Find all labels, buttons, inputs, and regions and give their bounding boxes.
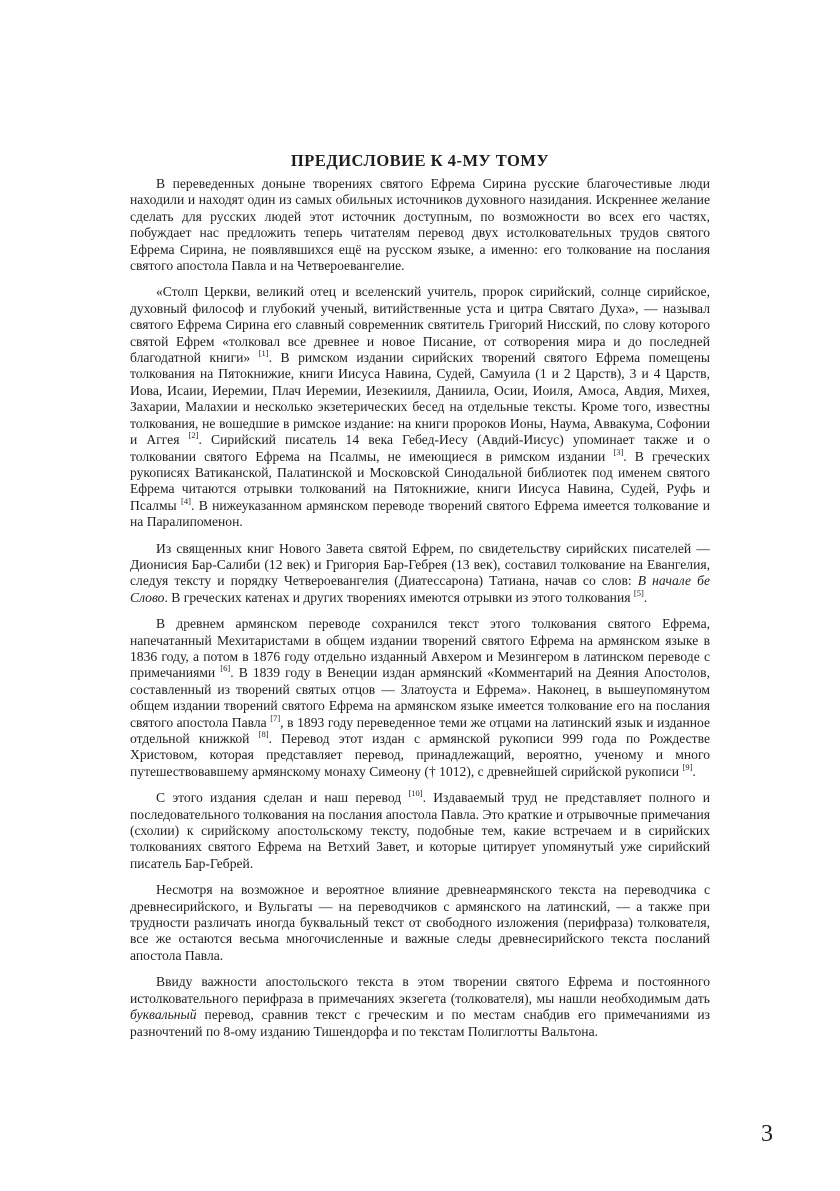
footnote-reference[interactable]: [2] <box>188 430 199 441</box>
paragraph-text: . Перевод этот издан с армянской рукописи 999 года по Рождестве Христовом, которая представляет перевод, принадлежащий, вероятно, ученому и много путешествовавшему армянскому монаху Симеону († 1012), с древнейшей сирийской рукописи <box>130 731 710 779</box>
paragraph-text: Из священных книг Нового Завета святой Ефрем, по свидетельству сирийских писателей — Дионисия Бар-Салиби (12 век) и Григория Бар-Гебрея (13 век), составил толкование на Евангелия, следуя тексту и порядку Четвероевангелия (Диатессарона) Татиана, начав со слов: <box>130 540 710 589</box>
paragraph-text: Несмотря на возможное и вероятное влияние древнеармянского текста на переводчика с древнесирийского, и Вульгаты — на переводчиков с армянского на латинский, — а также при трудности различать иногда буквальный текст от свободного изложения (перифраза) толкователя, все же остаются весьма многочисленные и важные следы древнесирийского текста посланий апостола Павла. <box>130 882 710 963</box>
paragraph-text: . В нижеуказанном армянском переводе творений святого Ефрема имеется толкование и на Паралипоменон. <box>130 497 710 530</box>
paragraph-text: . <box>692 763 696 779</box>
body-text <box>130 176 710 1040</box>
footnote-reference[interactable]: [5] <box>633 587 644 598</box>
paragraph-text: . В римском издании сирийских творений святого Ефрема помещены толкования на Пятокнижие, книги Иисуса Навина, Судей, Самуила (1 и 2 Царств), 3 и 4 Царств, Иова, Исаии, Иеремии, Плач Иеремии, Иезекииля, Даниила, Осии, Иоиля, Амоса, Авдия, Михея, Захарии, Малахии и несколько экзетерических бесед на отдельные тексты. Кроме того, известны толкования, не вошедшие в римское издание: на книги пророков Ионы, Наума, Аввакума, Софонии и Аггея <box>130 350 710 448</box>
page-body <box>130 150 710 1050</box>
page-title: ПРЕДИСЛОВИЕ К 4-МУ ТОМУ <box>290 151 550 170</box>
paragraph-text: , в 1893 году переведенное теми же отцами на латинский язык и изданное отдельной книжкой <box>130 714 710 746</box>
paragraph-text: . В греческих рукописях Ватиканской, Палатинской и Московской Синодальной библиотек под именем святого Ефрема читаются отрывки толкований на Пятокнижие, книги Иисуса Навина, Судей, Руфь и Псалмы <box>130 448 710 513</box>
paragraph-text: «Столп Церкви, великий отец и вселенский учитель, пророк сирийский, солнце сирийское, духовный философ и глубокий ученый, витийственные уста и цитра Святаго Духа», — называл святого Ефрема Сирина его славный современник святитель Григорий Нисский, по слову которого святой Ефрем «толковал все древнее и новое Писание, от сотворения мира и до последней благодатной книги» <box>130 284 710 366</box>
footnote-reference[interactable]: [4] <box>181 495 191 506</box>
paragraph-text: Ввиду важности апостольского текста в этом творении святого Ефрема и постоянного истолковательного перифраза в примечаниях экзегета (толкователя), мы нашли необходимым дать <box>130 974 710 1006</box>
italic-text: В начале бе Слово <box>130 573 710 605</box>
paragraph-text: В переведенных доныне творениях святого Ефрема Сирина русские благочестивые люди находили и находят один из самых обильных источников духовного назидания. Искреннее желание сделать для русских людей этот источник доступным, по возможности во всех его частях, побуждает нас предложить теперь читателям перевод двух истолковательных трудов святого Ефрема Сирина, не появлявшихся ещё на русском языке, а именно: его толкование на послания святого апостола Павла и на Четвероевангелие. <box>130 176 710 274</box>
footnote-reference[interactable]: [10] <box>408 788 423 799</box>
paragraph-text: перевод, сравнив текст с греческим и по местам снабдив его примечаниями из разночтений по 8-ому изданию Тишендорфа и по текстам Полиглотты Вальтона. <box>130 1007 710 1039</box>
footnote-reference[interactable]: [8] <box>258 729 269 739</box>
paragraph-text: В древнем армянском переводе сохранился текст этого толкования святого Ефрема, напечатанный Мехитаристами в общем издании творений святого Ефрема на армянском языке в 1836 году, а потом в 1876 году отдельно изданный Авхером и Мезингером в латинском переводе с примечаниями <box>130 616 710 681</box>
paragraph-text: . В греческих катенах и других творениях имеются отрывки из этого толкования <box>164 589 634 605</box>
page-number: 3 <box>761 1121 773 1147</box>
body-paragraph <box>130 882 710 964</box>
body-paragraph <box>130 790 710 872</box>
footnote-reference[interactable]: [3] <box>613 446 624 457</box>
footnote-reference[interactable]: [6] <box>220 663 231 674</box>
paragraph-text: . В 1839 году в Венеции издан армянский «Комментарий на Деяния Апостолов, составленный из творений святых отцов — Златоуста и Ефрема». Наконец, в вышеупомянутом общем издании творений святого Ефрема на армянском языке имеется толкование его на послания святого апостола Павла <box>130 665 710 730</box>
italic-text: буквальный <box>130 1007 197 1023</box>
body-paragraph <box>130 176 710 274</box>
body-paragraph <box>130 284 710 530</box>
paragraph-text: . Издаваемый труд не представляет полного и последовательного толкования на послания апостола Павла. Это краткие и отрывочные примечания (схолии) к сирийскому апостольскому тексту, подобные тем, какие встречаем и в сирийских толкованиях святого Ефрема на Ветхий Завет, и которые цитирует упомянутый уже сирийский писатель Бар-Гебрей. <box>130 790 710 871</box>
paragraph-text: С этого издания сделан и наш перевод <box>156 790 409 806</box>
body-paragraph <box>130 974 710 1040</box>
paragraph-text: . <box>643 589 648 605</box>
footnote-reference[interactable]: [9] <box>682 761 693 772</box>
body-paragraph <box>130 541 710 607</box>
paragraph-text: . Сирийский писатель 14 века Гебед-Иесу (Авдий-Иисус) упоминает также и о толковании святого Ефрема на Псалмы, не имеющиеся в римском издании <box>130 432 711 464</box>
footnote-reference[interactable]: [7] <box>270 712 281 723</box>
footnote-reference[interactable]: [1] <box>258 348 269 359</box>
body-paragraph <box>130 616 710 780</box>
